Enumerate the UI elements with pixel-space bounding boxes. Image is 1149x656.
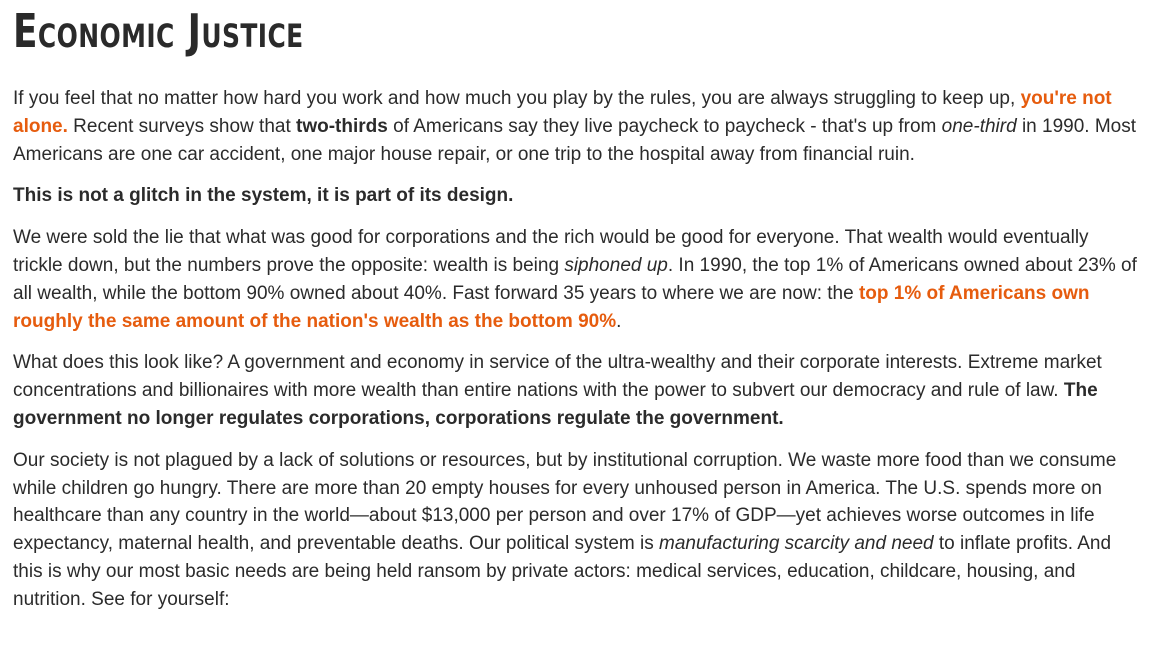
paragraph-corruption-text-b: to inflate profits. And this is why our most basic needs are being held ransom by private actors: medical services, education, childcare, housing, and nutrition. See for yourself: [13, 533, 1112, 610]
paragraph-corruption [13, 447, 1143, 614]
one-third-emphasis: one-third [941, 115, 1017, 137]
paragraph-intro-text-a: If you feel that no matter how hard you work and how much you play by the rules, you are always struggling to keep up, [13, 88, 1021, 109]
two-thirds-emphasis: two-thirds [296, 115, 388, 137]
paragraph-wealth-text-b: . In 1990, the top 1% of Americans owned about 23% of all wealth, while the bottom 90% owned about 40%. Fast forward 35 years to where we are now: the [13, 254, 1137, 304]
paragraph-wealth-text-a: We were sold the lie that what was good for corporations and the rich would be good for everyone. That wealth would eventually trickle down, but the numbers prove the opposite: wealth is being [13, 227, 1089, 276]
manufacturing-scarcity-emphasis: manufacturing scarcity and need [659, 533, 934, 555]
siphoned-up-emphasis: siphoned up [564, 254, 668, 276]
paragraph-wealth-text-c: . [616, 310, 622, 332]
paragraph-intro-text-c: of Americans say they live paycheck to paycheck - that's up from [387, 115, 942, 137]
top-one-percent-highlight: top 1% of Americans own roughly the same amount of the nation's wealth as the bottom 90% [13, 282, 1090, 332]
paragraph-intro-text-b: Recent surveys show that [67, 115, 297, 137]
paragraph-government [13, 349, 1143, 432]
paragraph-corruption-text-a: Our society is not plagued by a lack of solutions or resources, but by institutional corruption. We waste more food than we consume while children go hungry. There are more than 20 empty houses for every unhoused person in America. The U.S. spends more on healthcare than any country in the world—about $13,000 per person and over 17% of GDP—yet achieves worse outcomes in life expectancy, maternal health, and preventable deaths. Our political system is [13, 449, 1117, 555]
paragraph-intro [13, 85, 1143, 168]
not-alone-highlight: you're not alone. [13, 88, 1112, 137]
paragraph-wealth [13, 224, 1143, 335]
paragraph-government-text-a: What does this look like? A government and economy in service of the ultra-wealthy and their corporate interests. Extreme market concentrations and billionaires with more wealth than entire nations with the power to subvert our democracy and rule of law. [13, 352, 1102, 402]
page-title: Economic Justice [13, 4, 304, 58]
paragraph-intro-text-d: in 1990. Most Americans are one car accident, one major house repair, or one trip to the hospital away from financial ruin. [13, 115, 1137, 165]
regulation-emphasis: The government no longer regulates corporations, corporations regulate the government. [13, 380, 1098, 429]
paragraph-design-statement: This is not a glitch in the system, it is part of its design. [13, 185, 514, 207]
